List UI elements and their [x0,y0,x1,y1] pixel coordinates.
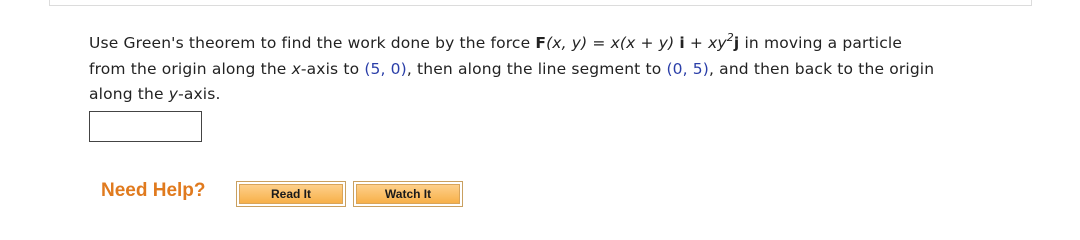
point-two: (0, 5) [666,60,710,78]
watch-it-button[interactable] [353,181,463,207]
x-axis-symbol: x [291,60,301,78]
force-term-1: x(x + y) [610,34,675,52]
point-one: (5, 0) [364,60,407,78]
read-it-label: Read It [270,187,311,201]
question-text [89,31,1049,107]
question-line-2-axis: -axis to [300,60,365,78]
equals-sign: = [587,34,611,52]
force-term-2: xy [708,34,727,52]
question-line-2-segment: , then along the line segment to [406,60,667,78]
question-frame-top [49,0,1032,6]
question-line-2 [89,57,1049,82]
need-help-label: Need Help? [101,180,206,201]
watch-it-label: Watch It [384,187,432,201]
question-line-2-tail: , and then back to the origin [709,60,935,78]
question-intro: Use Green's theorem to find the work done by the force [89,34,536,52]
force-symbol: F [535,34,547,52]
read-it-button[interactable] [236,181,346,207]
force-term-2-exponent: 2 [726,31,734,44]
unit-vector-j: j [733,34,740,52]
answer-input[interactable] [89,111,202,142]
unit-vector-i: i [679,34,685,52]
question-line-3-tail: -axis. [178,85,221,103]
force-args: (x, y) [546,34,588,52]
question-line-1 [89,31,1049,57]
plus-sign: + [684,34,709,52]
question-line-3 [89,82,1049,107]
question-line-1-tail: in moving a particle [739,34,903,52]
question-line-3-start: along the [89,85,169,103]
question-line-2-start: from the origin along the [89,60,292,78]
y-axis-symbol: y [168,85,179,103]
